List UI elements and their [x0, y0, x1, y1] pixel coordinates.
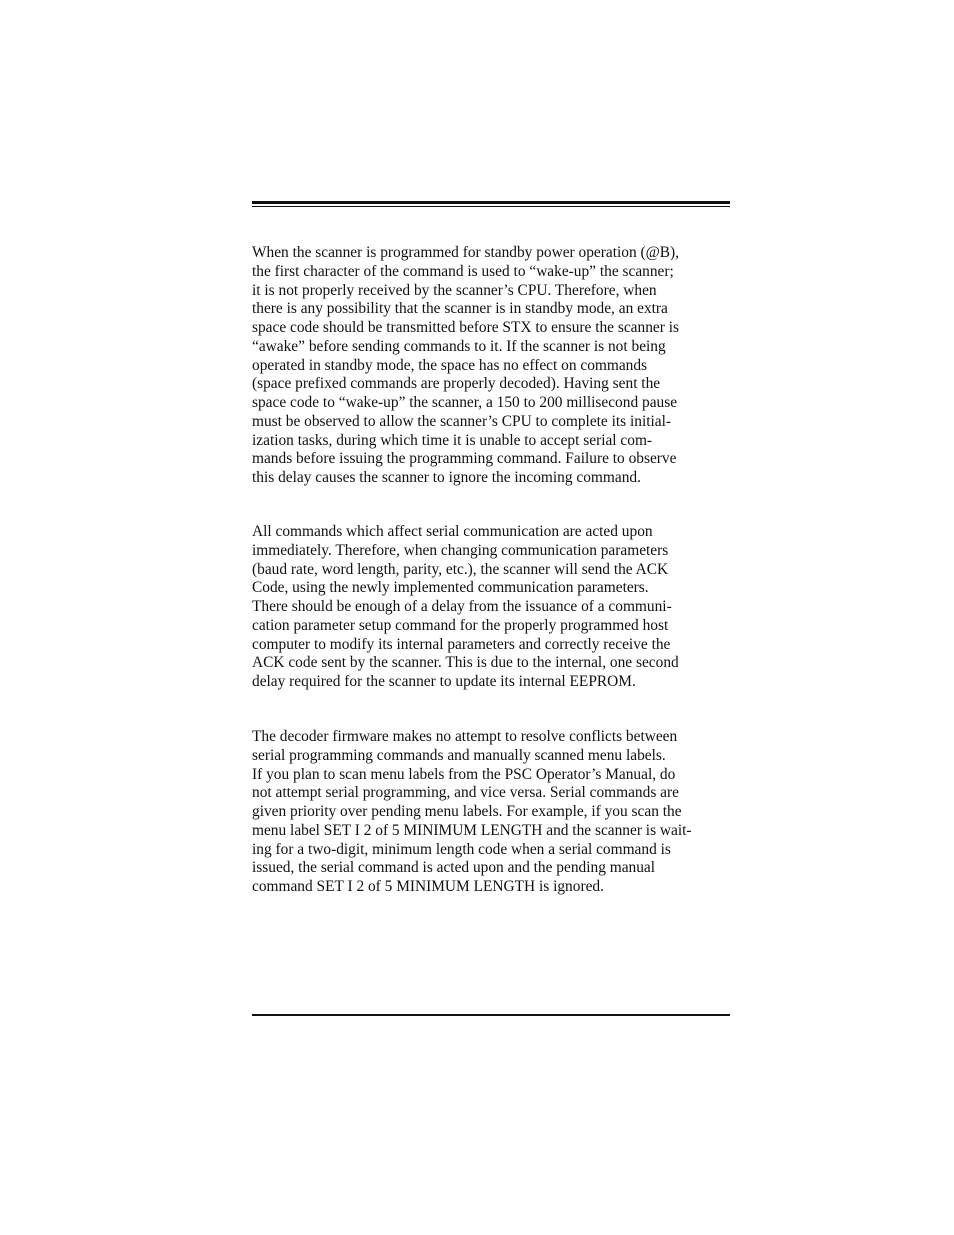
header-rule-thick: [252, 201, 730, 204]
text-line: serial programming commands and manually scanned menu labels.: [252, 746, 666, 764]
text-line: All commands which affect serial communication are acted upon: [252, 523, 653, 540]
paragraph-serial-communication: [252, 523, 742, 692]
text-line: delay required for the scanner to update its internal EEPROM.: [252, 673, 636, 690]
text-line: (baud rate, word length, parity, etc.), the scanner will send the ACK: [252, 560, 669, 578]
text-line: issued, the serial command is acted upon and the pending manual: [252, 859, 656, 877]
text-line: “awake” before sending commands to it. If the scanner is not being: [252, 337, 666, 355]
paragraph-standby-wakeup: [252, 244, 742, 488]
text-line: immediately. Therefore, when changing communication parameters: [252, 541, 669, 559]
text-line: (space prefixed commands are properly decoded). Having sent the: [252, 375, 661, 393]
text-line: cation parameter setup command for the properly programmed host: [252, 616, 669, 634]
text-line: the first character of the command is used to “wake-up” the scanner;: [252, 262, 674, 280]
text-line: given priority over pending menu labels. For example, if you scan the: [252, 803, 682, 820]
text-line: ing for a two-digit, minimum length code when a serial command is: [252, 840, 671, 858]
text-line: Code, using the newly implemented communication parameters.: [252, 579, 649, 597]
text-line: If you plan to scan menu labels from the PSC Operator’s Manual, do: [252, 765, 676, 783]
text-line: When the scanner is programmed for standby power operation (@B),: [252, 244, 680, 261]
text-line: operated in standby mode, the space has no effect on commands: [252, 356, 648, 374]
text-line: must be observed to allow the scanner’s CPU to complete its initial-: [252, 412, 672, 430]
text-line: not attempt serial programming, and vice versa. Serial commands are: [252, 784, 679, 802]
footer-rule: [252, 1014, 730, 1016]
text-line: computer to modify its internal parameters and correctly receive the: [252, 635, 671, 653]
text-line: this delay causes the scanner to ignore the incoming command.: [252, 469, 641, 486]
header-rule: [252, 201, 730, 208]
text-line: command SET I 2 of 5 MINIMUM LENGTH is ignored.: [252, 878, 604, 895]
text-line: There should be enough of a delay from the issuance of a communi-: [252, 598, 672, 615]
text-line: mands before issuing the programming command. Failure to observe: [252, 450, 677, 468]
text-line: The decoder firmware makes no attempt to resolve conflicts between: [252, 728, 678, 745]
paragraph-menu-label-conflicts: [252, 728, 742, 897]
text-line: menu label SET I 2 of 5 MINIMUM LENGTH and the scanner is wait-: [252, 821, 692, 839]
text-line: ization tasks, during which time it is unable to accept serial com-: [252, 431, 653, 449]
text-line: space code to “wake-up” the scanner, a 150 to 200 millisecond pause: [252, 394, 678, 411]
text-line: there is any possibility that the scanner is in standby mode, an extra: [252, 300, 668, 318]
text-line: it is not properly received by the scanner’s CPU. Therefore, when: [252, 281, 657, 299]
text-line: ACK code sent by the scanner. This is due to the internal, one second: [252, 654, 679, 672]
header-rule-thin: [252, 206, 730, 207]
text-line: space code should be transmitted before STX to ensure the scanner is: [252, 319, 679, 336]
